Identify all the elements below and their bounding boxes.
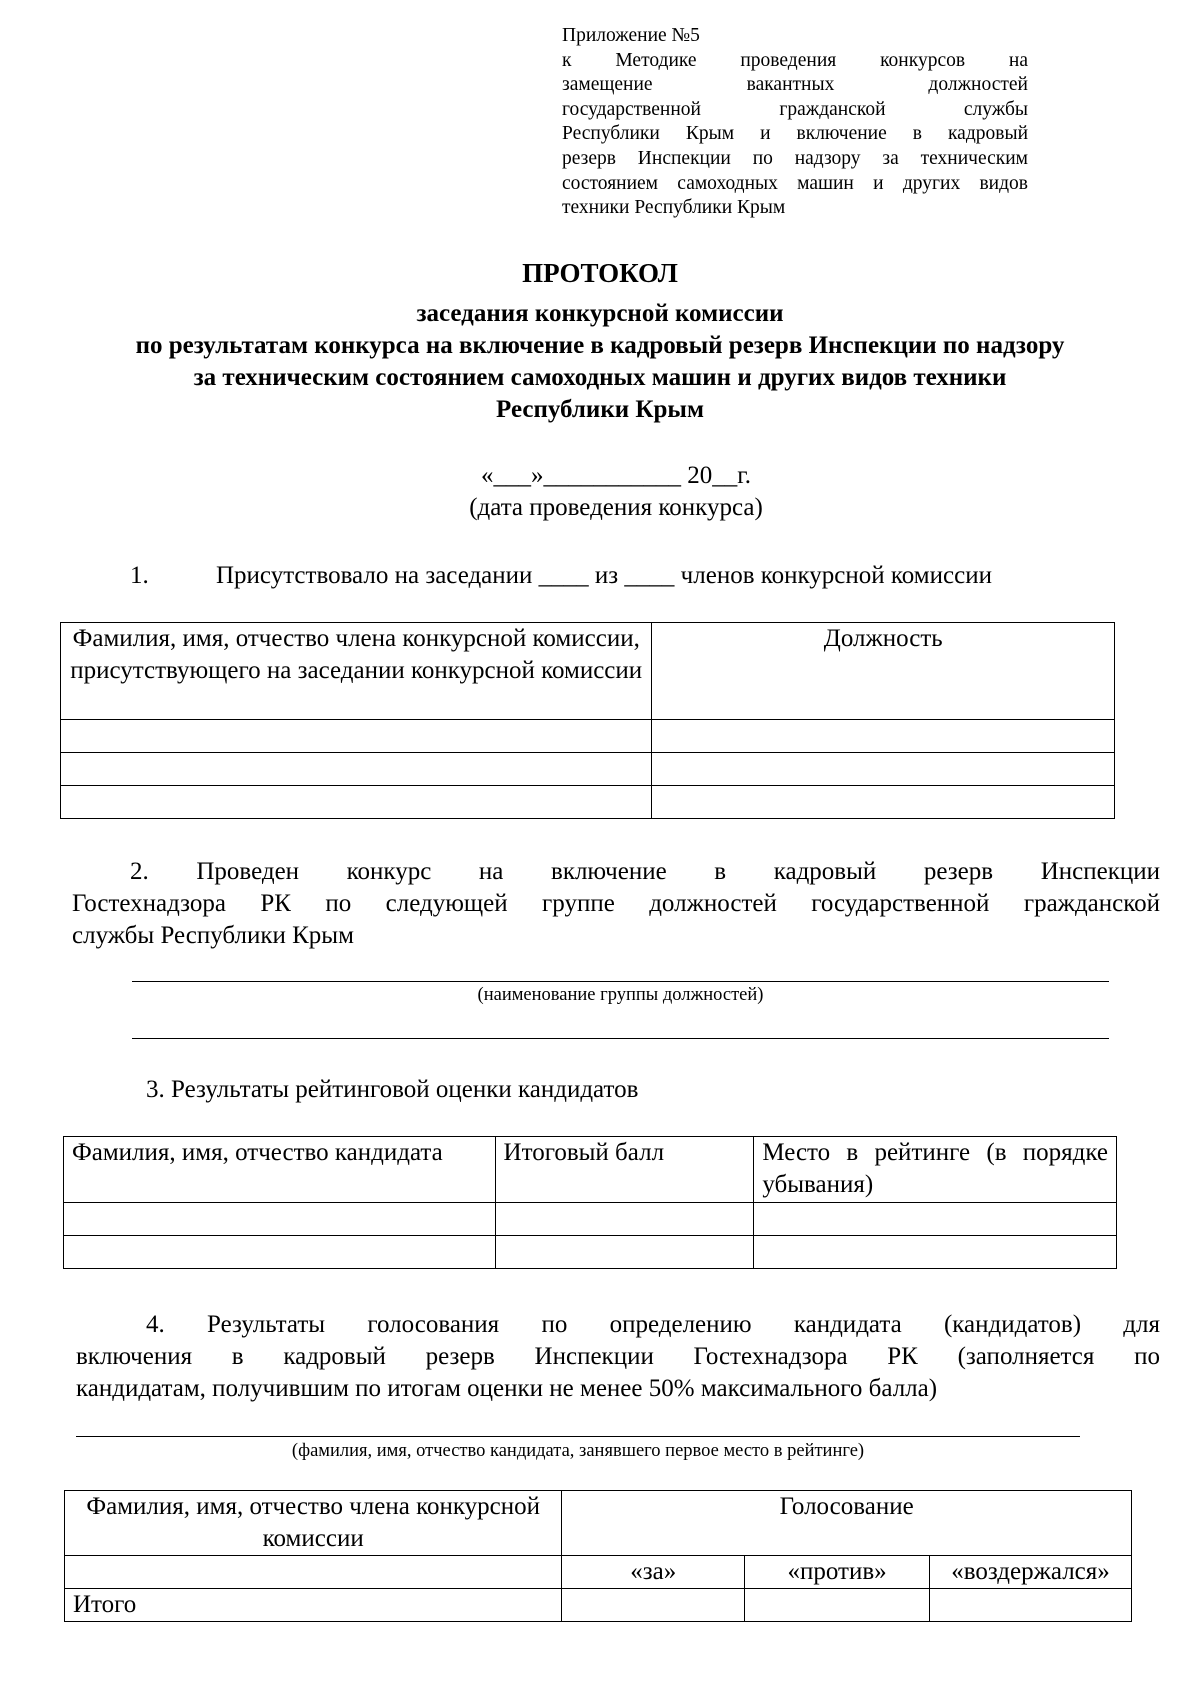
position-group-caption: (наименование группы должностей)	[477, 985, 764, 1005]
rating-header-score: Итоговый балл	[495, 1137, 754, 1203]
rating-header-place: Место в рейтинге (в порядке убывания)	[754, 1137, 1117, 1203]
table-cell	[754, 1203, 1117, 1236]
appendix-line: государственной гражданской службы	[562, 98, 1028, 120]
vote-total-label: Итого	[65, 1589, 562, 1622]
paragraph-line: службы Республики Крым	[72, 922, 354, 949]
table-cell	[61, 786, 652, 819]
table-row	[61, 753, 1115, 786]
date-caption: (дата проведения конкурса)	[469, 494, 763, 521]
table-cell	[495, 1236, 754, 1269]
table-cell	[61, 720, 652, 753]
attendance-header-position: Должность	[652, 623, 1115, 720]
table-row	[64, 1203, 1117, 1236]
subtitle-line: за техническим состоянием самоходных машин и других видов техники	[193, 364, 1007, 391]
table-row	[61, 720, 1115, 753]
table-cell	[64, 1203, 496, 1236]
paragraph-line: 2. Проведен конкурс на включение в кадровый резерв Инспекции	[130, 858, 1160, 885]
document-title: ПРОТОКОЛ	[522, 258, 678, 288]
candidate-name-caption: (фамилия, имя, отчество кандидата, занявшего первое место в рейтинге)	[291, 1441, 865, 1461]
appendix-line: замещение вакантных должностей	[562, 74, 1028, 96]
table-cell	[652, 753, 1115, 786]
appendix-line: Республики Крым и включение в кадровый	[562, 123, 1028, 145]
voting-header-member: Фамилия, имя, отчество члена конкурсной комиссии	[65, 1491, 562, 1556]
subtitle-line: по результатам конкурса на включение в кадровый резерв Инспекции по надзору	[135, 332, 1065, 359]
section2-paragraph	[72, 856, 1160, 952]
table-cell	[745, 1589, 930, 1622]
table-cell	[65, 1556, 562, 1589]
paragraph-line: 4. Результаты голосования по определению кандидата (кандидатов) для	[146, 1311, 1160, 1338]
position-group-line	[132, 981, 1109, 982]
table-row	[64, 1236, 1117, 1269]
vote-option-abstain: «воздержался»	[930, 1556, 1132, 1589]
table-cell	[652, 786, 1115, 819]
table-cell	[61, 753, 652, 786]
vote-option-for: «за»	[562, 1556, 745, 1589]
rating-table	[63, 1136, 1117, 1269]
table-cell	[562, 1589, 745, 1622]
section4-paragraph	[76, 1309, 1160, 1405]
rating-header-name: Фамилия, имя, отчество кандидата	[64, 1137, 496, 1203]
candidate-name-line	[76, 1436, 1080, 1437]
table-cell	[652, 720, 1115, 753]
attendance-table	[60, 622, 1115, 819]
attendance-header-name: Фамилия, имя, отчество члена конкурсной комиссии, присутствующего на заседании конкурсной комиссии	[61, 623, 652, 720]
table-row	[61, 786, 1115, 819]
appendix-note	[562, 24, 1028, 221]
appendix-line: состоянием самоходных машин и других видов	[562, 172, 1028, 194]
table-cell	[64, 1236, 496, 1269]
paragraph-line: включения в кадровый резерв Инспекции Гостехнадзора РК (заполняется по	[76, 1343, 1160, 1370]
document-subtitle	[0, 298, 1200, 426]
voting-header-vote: Голосование	[562, 1491, 1132, 1556]
date-line: «___»___________ 20__г.	[481, 462, 751, 489]
subtitle-line: заседания конкурсной комиссии	[416, 300, 784, 327]
appendix-line: Приложение №5	[562, 25, 700, 46]
voting-table	[64, 1490, 1132, 1622]
section1-text: Присутствовало на заседании ____ из ____ членов конкурсной комиссии	[216, 562, 992, 589]
table-cell	[930, 1589, 1132, 1622]
appendix-line: к Методике проведения конкурсов на	[562, 49, 1028, 71]
position-group-line-2	[132, 1038, 1109, 1039]
section3-heading: 3. Результаты рейтинговой оценки кандидатов	[146, 1076, 639, 1103]
table-cell	[495, 1203, 754, 1236]
section1-number: 1.	[130, 562, 149, 589]
table-cell	[754, 1236, 1117, 1269]
appendix-line: резерв Инспекции по надзору за техническим	[562, 147, 1028, 169]
paragraph-line: Гостехнадзора РК по следующей группе должностей государственной гражданской	[72, 890, 1160, 917]
paragraph-line: кандидатам, получившим по итогам оценки не менее 50% максимального балла)	[76, 1375, 938, 1402]
appendix-line: техники Республики Крым	[562, 197, 786, 219]
subtitle-line: Республики Крым	[496, 396, 704, 423]
vote-option-against: «против»	[745, 1556, 930, 1589]
